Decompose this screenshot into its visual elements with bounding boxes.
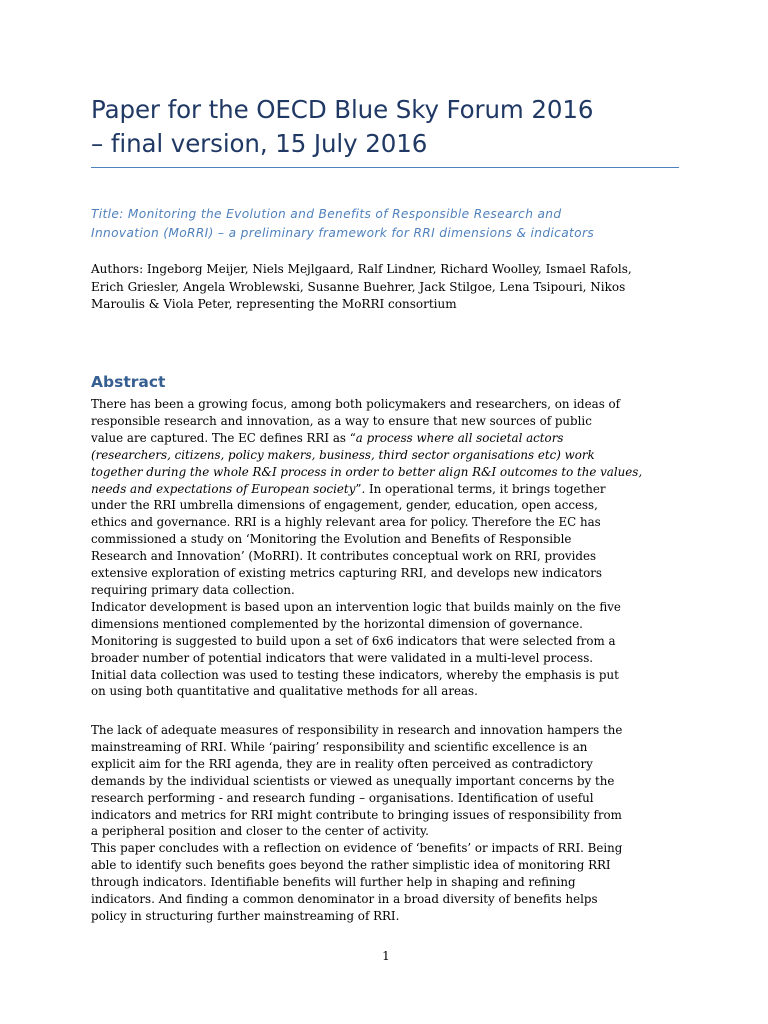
text-line: This paper concludes with a reflection on evidence of ‘benefits’ or impacts of RRI. Being — [91, 841, 623, 856]
subtitle-line: Title: Monitoring the Evolution and Benefits of Responsible Research and — [91, 207, 562, 221]
text-fragment: value are captured. The EC defines RRI as “ — [91, 430, 356, 445]
text-line: through indicators. Identifiable benefits will further help in shaping and refining — [91, 875, 576, 890]
text-line: mainstreaming of RRI. While ‘pairing’ responsibility and scientific excellence is an — [91, 739, 588, 754]
text-line: Initial data collection was used to testing these indicators, whereby the emphasis is put — [91, 667, 619, 682]
text-line: on using both quantitative and qualitative methods for all areas. — [91, 684, 478, 699]
text-line: Research and Innovation’ (MoRRI). It contributes conceptual work on RRI, provides — [91, 549, 597, 564]
text-line: The lack of adequate measures of responsibility in research and innovation hampers the — [91, 723, 623, 737]
text-line: ethics and governance. RRI is a highly relevant area for policy. Therefore the EC has — [91, 515, 601, 530]
text-line: dimensions mentioned complemented by the horizontal dimension of governance. — [91, 616, 583, 631]
text-line: under the RRI umbrella dimensions of engagement, gender, education, open access, — [91, 498, 598, 513]
text-line: able to identify such benefits goes beyond the rather simplistic idea of monitoring RRI — [91, 858, 611, 873]
text-line: requiring primary data collection. — [91, 582, 295, 597]
text-line: indicators. And finding a common denominator in a broad diversity of benefits helps — [91, 892, 598, 907]
text-line: Monitoring is suggested to build upon a set of 6x6 indicators that were selected from a — [91, 633, 616, 648]
document-page — [91, 0, 681, 1024]
text-line: extensive exploration of existing metrics capturing RRI, and develops new indicators — [91, 566, 602, 581]
text-line: responsible research and innovation, as a way to ensure that new sources of public — [91, 413, 592, 428]
abstract-paragraph-2 — [91, 722, 691, 925]
author-line: Erich Griesler, Angela Wroblewski, Susanne Buehrer, Jack Stilgoe, Lena Tsipouri, Nikos — [91, 279, 626, 294]
text-line: There has been a growing focus, among both policymakers and researchers, on ideas of — [91, 397, 621, 411]
text-line — [91, 430, 683, 447]
quoted-definition: (researchers, citizens, policy makers, business, third sector organisations etc) work — [91, 447, 595, 462]
abstract-heading: Abstract — [91, 373, 166, 391]
text-line: broader number of potential indicators that were validated in a multi-level process. — [91, 650, 594, 665]
title-divider — [91, 167, 679, 168]
text-line: commissioned a study on ‘Monitoring the Evolution and Benefits of Responsible — [91, 532, 572, 547]
text-line — [91, 481, 683, 498]
text-line: indicators and metrics for RRI might contribute to bringing issues of responsibility from — [91, 807, 622, 822]
text-line: demands by the individual scientists or viewed as unequally important concerns by the — [91, 773, 615, 788]
text-line: explicit aim for the RRI agenda, they are in reality often perceived as contradictory — [91, 756, 593, 771]
document-title — [91, 93, 681, 161]
text-line: Indicator development is based upon an intervention logic that builds mainly on the five — [91, 599, 621, 614]
subtitle-line: Innovation (MoRRI) – a preliminary framework for RRI dimensions & indicators — [91, 226, 595, 240]
author-line: Authors: Ingeborg Meijer, Niels Mejlgaard, Ralf Lindner, Richard Woolley, Ismael Rafols, — [91, 262, 632, 276]
text-line: policy in structuring further mainstreaming of RRI. — [91, 908, 400, 923]
abstract-paragraph-1 — [91, 396, 691, 700]
paper-subtitle — [91, 205, 681, 243]
quoted-definition: together during the whole R&I process in order to better align R&I outcomes to the values, — [91, 464, 643, 479]
document-title-line: Paper for the OECD Blue Sky Forum 2016 — [91, 95, 594, 124]
text-line: a peripheral position and closer to the center of activity. — [91, 824, 429, 839]
page-number: 1 — [382, 949, 390, 963]
document-title-line: – final version, 15 July 2016 — [91, 129, 428, 158]
text-fragment: ”. In operational terms, it brings together — [355, 481, 606, 496]
quoted-definition: needs and expectations of European society — [91, 481, 356, 496]
text-line — [91, 464, 683, 481]
quoted-definition: a process where all societal actors — [355, 430, 564, 445]
text-line — [91, 447, 683, 464]
author-line: Maroulis & Viola Peter, representing the MoRRI consortium — [91, 297, 457, 311]
text-line: research performing - and research funding – organisations. Identification of useful — [91, 790, 594, 805]
author-list — [91, 261, 681, 314]
